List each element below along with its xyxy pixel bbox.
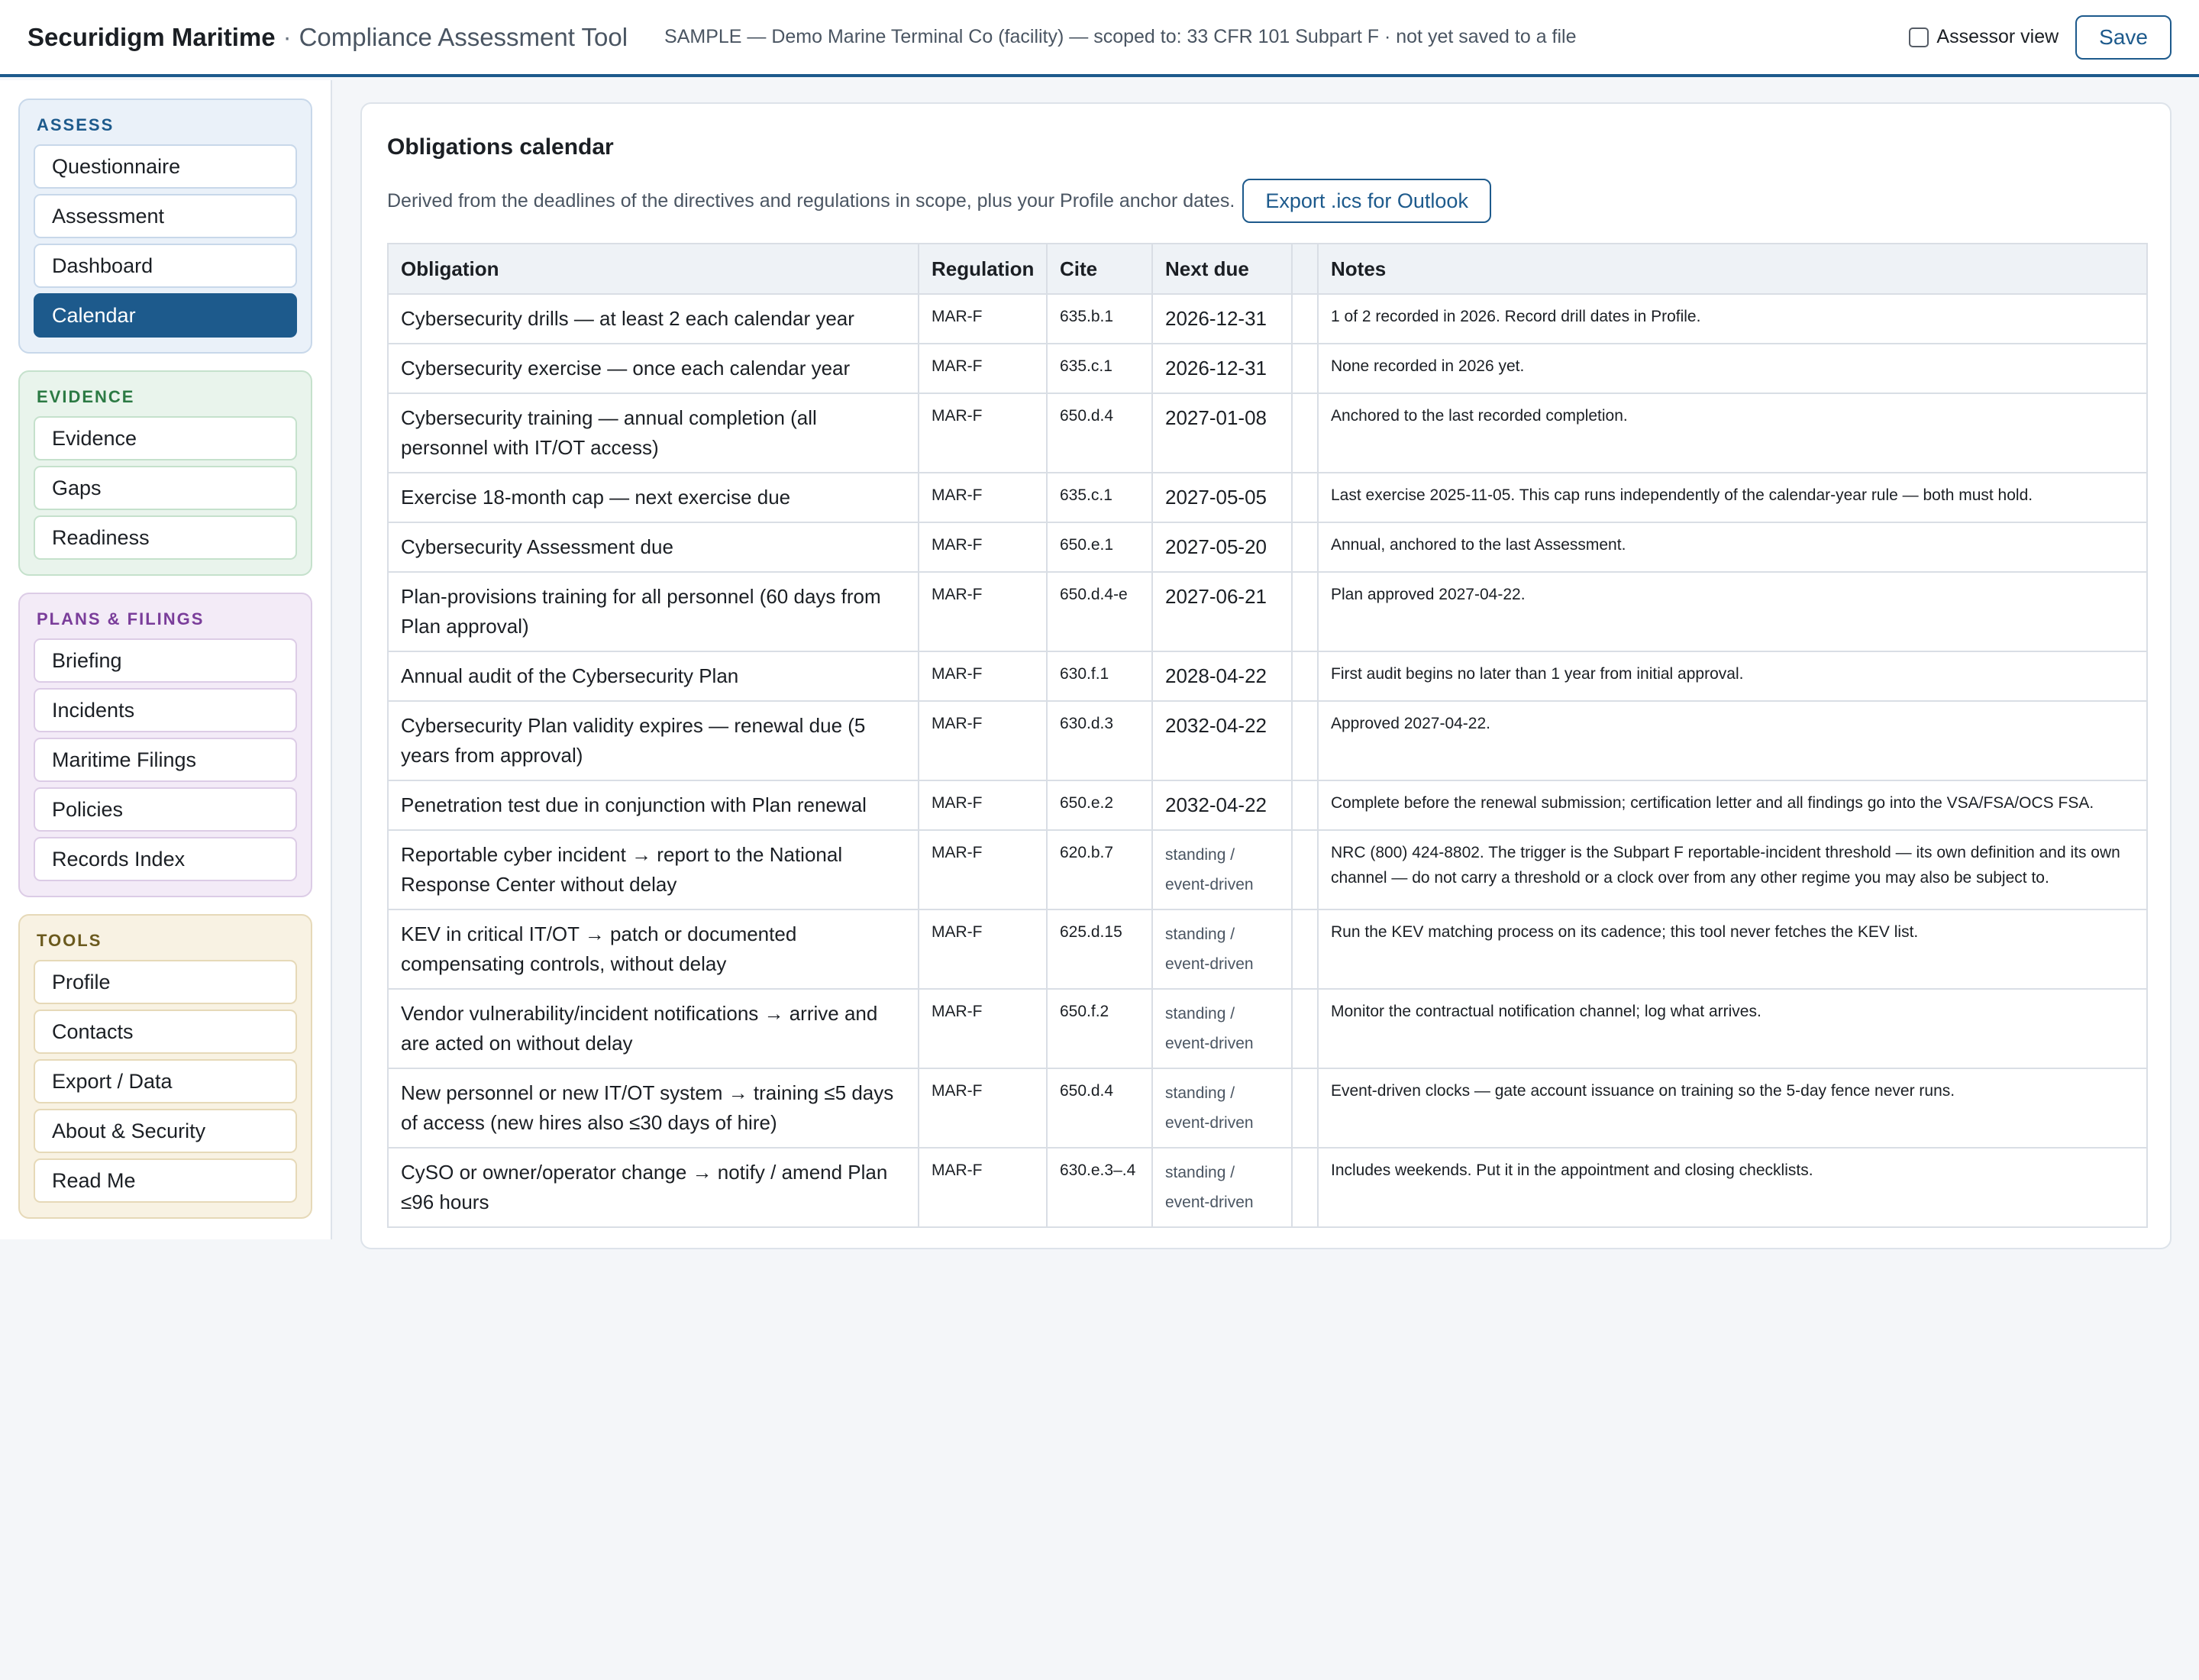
column-header-cite[interactable]: Cite (1047, 244, 1152, 294)
obligation-cell: Cybersecurity exercise — once each calendar year (388, 344, 919, 393)
sidebar-item-maritime-filings[interactable]: Maritime Filings (34, 738, 297, 782)
next-due-cell: 2027-01-08 (1152, 393, 1292, 473)
obligation-cell: CySO or owner/operator change → notify / amend Plan ≤96 hours (388, 1148, 919, 1227)
nav-group-title: PLANS & FILINGS (37, 609, 205, 628)
notes-cell: None recorded in 2026 yet. (1318, 344, 2147, 393)
column-header-next-due[interactable]: Next due (1152, 244, 1292, 294)
next-due-cell: 2028-04-22 (1152, 651, 1292, 701)
notes-cell: Anchored to the last recorded completion. (1318, 393, 2147, 473)
sidebar-item-contacts[interactable]: Contacts (34, 1010, 297, 1054)
next-due-cell: 2027-05-20 (1152, 522, 1292, 572)
nav-group-evidence (18, 370, 312, 576)
app-subtitle: Compliance Assessment Tool (299, 22, 628, 51)
sidebar-item-profile[interactable]: Profile (34, 960, 297, 1004)
cite-cell: 630.e.3–.4 (1047, 1148, 1152, 1227)
notes-cell: NRC (800) 424-8802. The trigger is the Subpart F reportable-incident threshold — its own definition and its own channel — do not carry a threshold or a clock over from any other regime you may also be subject to. (1318, 830, 2147, 909)
page-title: Obligations calendar (387, 134, 614, 160)
table-header-row (388, 244, 2147, 294)
notes-cell: 1 of 2 recorded in 2026. Record drill dates in Profile. (1318, 294, 2147, 344)
cite-cell: 650.d.4-e (1047, 572, 1152, 651)
regulation-cell: MAR-F (919, 989, 1047, 1068)
table-row (388, 522, 2147, 572)
notes-cell: Complete before the renewal submission; certification letter and all findings go into the VSA/FSA/OCS FSA. (1318, 780, 2147, 830)
nav-group-assess (18, 99, 312, 354)
assessor-view-label: Assessor view (1936, 26, 2059, 47)
obligation-cell: Cybersecurity Assessment due (388, 522, 919, 572)
notes-cell: Annual, anchored to the last Assessment. (1318, 522, 2147, 572)
page-description: Derived from the deadlines of the directives and regulations in scope, plus your Profile anchor dates. (387, 189, 1235, 212)
cite-cell: 625.d.15 (1047, 909, 1152, 989)
sidebar-item-dashboard[interactable]: Dashboard (34, 244, 297, 288)
obligation-cell: Cybersecurity Plan validity expires — renewal due (5 years from approval) (388, 701, 919, 780)
nav-group-title: ASSESS (37, 115, 115, 134)
flag-cell (1292, 701, 1318, 780)
sidebar-item-policies[interactable]: Policies (34, 787, 297, 832)
flag-cell (1292, 1148, 1318, 1227)
table-row (388, 830, 2147, 909)
obligation-cell: Cybersecurity drills — at least 2 each calendar year (388, 294, 919, 344)
notes-cell: Run the KEV matching process on its cadence; this tool never fetches the KEV list. (1318, 909, 2147, 989)
assessor-view-checkbox[interactable] (1909, 27, 1929, 47)
table-row (388, 1148, 2147, 1227)
table-row (388, 1068, 2147, 1148)
sidebar-item-incidents[interactable]: Incidents (34, 688, 297, 732)
regulation-cell: MAR-F (919, 909, 1047, 989)
next-due-cell: 2027-06-21 (1152, 572, 1292, 651)
sidebar-item-assessment[interactable]: Assessment (34, 194, 297, 238)
cite-cell: 650.d.4 (1047, 393, 1152, 473)
regulation-cell: MAR-F (919, 651, 1047, 701)
description-row (387, 179, 2145, 223)
header-actions (1909, 15, 2172, 60)
regulation-cell: MAR-F (919, 522, 1047, 572)
obligation-cell: Vendor vulnerability/incident notifications → arrive and are acted on without delay (388, 989, 919, 1068)
flag-cell (1292, 909, 1318, 989)
next-due-cell: 2026-12-31 (1152, 294, 1292, 344)
calendar-card (360, 102, 2172, 1249)
cite-cell: 650.d.4 (1047, 1068, 1152, 1148)
sidebar-item-gaps[interactable]: Gaps (34, 466, 297, 510)
table-row (388, 572, 2147, 651)
scope-status: SAMPLE — Demo Marine Terminal Co (facility) — scoped to: 33 CFR 101 Subpart F · not yet saved to a file (664, 26, 1577, 47)
regulation-cell: MAR-F (919, 830, 1047, 909)
obligation-cell: Cybersecurity training — annual completion (all personnel with IT/OT access) (388, 393, 919, 473)
column-header-obligation[interactable]: Obligation (388, 244, 919, 294)
brand-separator: · (283, 22, 292, 51)
nav-group-title: TOOLS (37, 931, 102, 950)
cite-cell: 650.f.2 (1047, 989, 1152, 1068)
cite-cell: 635.b.1 (1047, 294, 1152, 344)
next-due-cell: 2026-12-31 (1152, 344, 1292, 393)
notes-cell: Monitor the contractual notification channel; log what arrives. (1318, 989, 2147, 1068)
nav-group-title: EVIDENCE (37, 387, 135, 406)
flag-cell (1292, 989, 1318, 1068)
sidebar-item-calendar[interactable]: Calendar (34, 293, 297, 338)
obligation-cell: Exercise 18-month cap — next exercise due (388, 473, 919, 522)
flag-cell (1292, 830, 1318, 909)
regulation-cell: MAR-F (919, 1068, 1047, 1148)
next-due-cell: standing / event-driven (1152, 830, 1292, 909)
table-row (388, 989, 2147, 1068)
nav-group-plans (18, 593, 312, 897)
column-header-flag (1292, 244, 1318, 294)
flag-cell (1292, 780, 1318, 830)
flag-cell (1292, 651, 1318, 701)
sidebar-item-questionnaire[interactable]: Questionnaire (34, 144, 297, 189)
sidebar-item-records-index[interactable]: Records Index (34, 837, 297, 881)
save-button[interactable]: Save (2075, 15, 2172, 60)
assessor-view-toggle[interactable] (1909, 26, 2059, 48)
notes-cell: Approved 2027-04-22. (1318, 701, 2147, 780)
flag-cell (1292, 522, 1318, 572)
next-due-cell: 2032-04-22 (1152, 701, 1292, 780)
cite-cell: 635.c.1 (1047, 344, 1152, 393)
next-due-cell: standing / event-driven (1152, 1148, 1292, 1227)
flag-cell (1292, 1068, 1318, 1148)
next-due-cell: standing / event-driven (1152, 1068, 1292, 1148)
next-due-cell: 2032-04-22 (1152, 780, 1292, 830)
obligation-cell: Annual audit of the Cybersecurity Plan (388, 651, 919, 701)
notes-cell: First audit begins no later than 1 year from initial approval. (1318, 651, 2147, 701)
regulation-cell: MAR-F (919, 780, 1047, 830)
notes-cell: Event-driven clocks — gate account issuance on training so the 5-day fence never runs. (1318, 1068, 2147, 1148)
regulation-cell: MAR-F (919, 1148, 1047, 1227)
next-due-cell: 2027-05-05 (1152, 473, 1292, 522)
flag-cell (1292, 473, 1318, 522)
obligation-cell: Plan-provisions training for all personnel (60 days from Plan approval) (388, 572, 919, 651)
column-header-notes[interactable]: Notes (1318, 244, 2147, 294)
flag-cell (1292, 344, 1318, 393)
flag-cell (1292, 393, 1318, 473)
flag-cell (1292, 294, 1318, 344)
regulation-cell: MAR-F (919, 294, 1047, 344)
notes-cell: Plan approved 2027-04-22. (1318, 572, 2147, 651)
regulation-cell: MAR-F (919, 393, 1047, 473)
cite-cell: 635.c.1 (1047, 473, 1152, 522)
table-row (388, 393, 2147, 473)
sidebar (0, 80, 332, 1239)
obligation-cell: New personnel or new IT/OT system → training ≤5 days of access (new hires also ≤30 days of hire) (388, 1068, 919, 1148)
regulation-cell: MAR-F (919, 572, 1047, 651)
cite-cell: 630.d.3 (1047, 701, 1152, 780)
sidebar-item-export-data[interactable]: Export / Data (34, 1059, 297, 1103)
table-row (388, 701, 2147, 780)
cite-cell: 620.b.7 (1047, 830, 1152, 909)
obligation-cell: KEV in critical IT/OT → patch or documented compensating controls, without delay (388, 909, 919, 989)
cite-cell: 650.e.1 (1047, 522, 1152, 572)
next-due-cell: standing / event-driven (1152, 909, 1292, 989)
export-ics-button[interactable]: Export .ics for Outlook (1242, 179, 1491, 223)
column-header-regulation[interactable]: Regulation (919, 244, 1047, 294)
sidebar-item-briefing[interactable]: Briefing (34, 638, 297, 683)
top-bar (0, 0, 2199, 77)
flag-cell (1292, 572, 1318, 651)
regulation-cell: MAR-F (919, 344, 1047, 393)
next-due-cell: standing / event-driven (1152, 989, 1292, 1068)
table-row (388, 344, 2147, 393)
regulation-cell: MAR-F (919, 701, 1047, 780)
sidebar-item-readiness[interactable]: Readiness (34, 515, 297, 560)
table-row (388, 780, 2147, 830)
sidebar-item-evidence[interactable]: Evidence (34, 416, 297, 460)
table-row (388, 651, 2147, 701)
cite-cell: 630.f.1 (1047, 651, 1152, 701)
obligations-table (387, 243, 2148, 1228)
app-brand: Securidigm Maritime (27, 22, 276, 51)
obligation-cell: Penetration test due in conjunction with Plan renewal (388, 780, 919, 830)
regulation-cell: MAR-F (919, 473, 1047, 522)
notes-cell: Includes weekends. Put it in the appointment and closing checklists. (1318, 1148, 2147, 1227)
obligation-cell: Reportable cyber incident → report to the National Response Center without delay (388, 830, 919, 909)
notes-cell: Last exercise 2025-11-05. This cap runs independently of the calendar-year rule — both must hold. (1318, 473, 2147, 522)
sidebar-item-read-me[interactable]: Read Me (34, 1158, 297, 1203)
table-row (388, 909, 2147, 989)
sidebar-item-about-security[interactable]: About & Security (34, 1109, 297, 1153)
table-row (388, 294, 2147, 344)
table-row (388, 473, 2147, 522)
cite-cell: 650.e.2 (1047, 780, 1152, 830)
nav-group-tools (18, 914, 312, 1219)
